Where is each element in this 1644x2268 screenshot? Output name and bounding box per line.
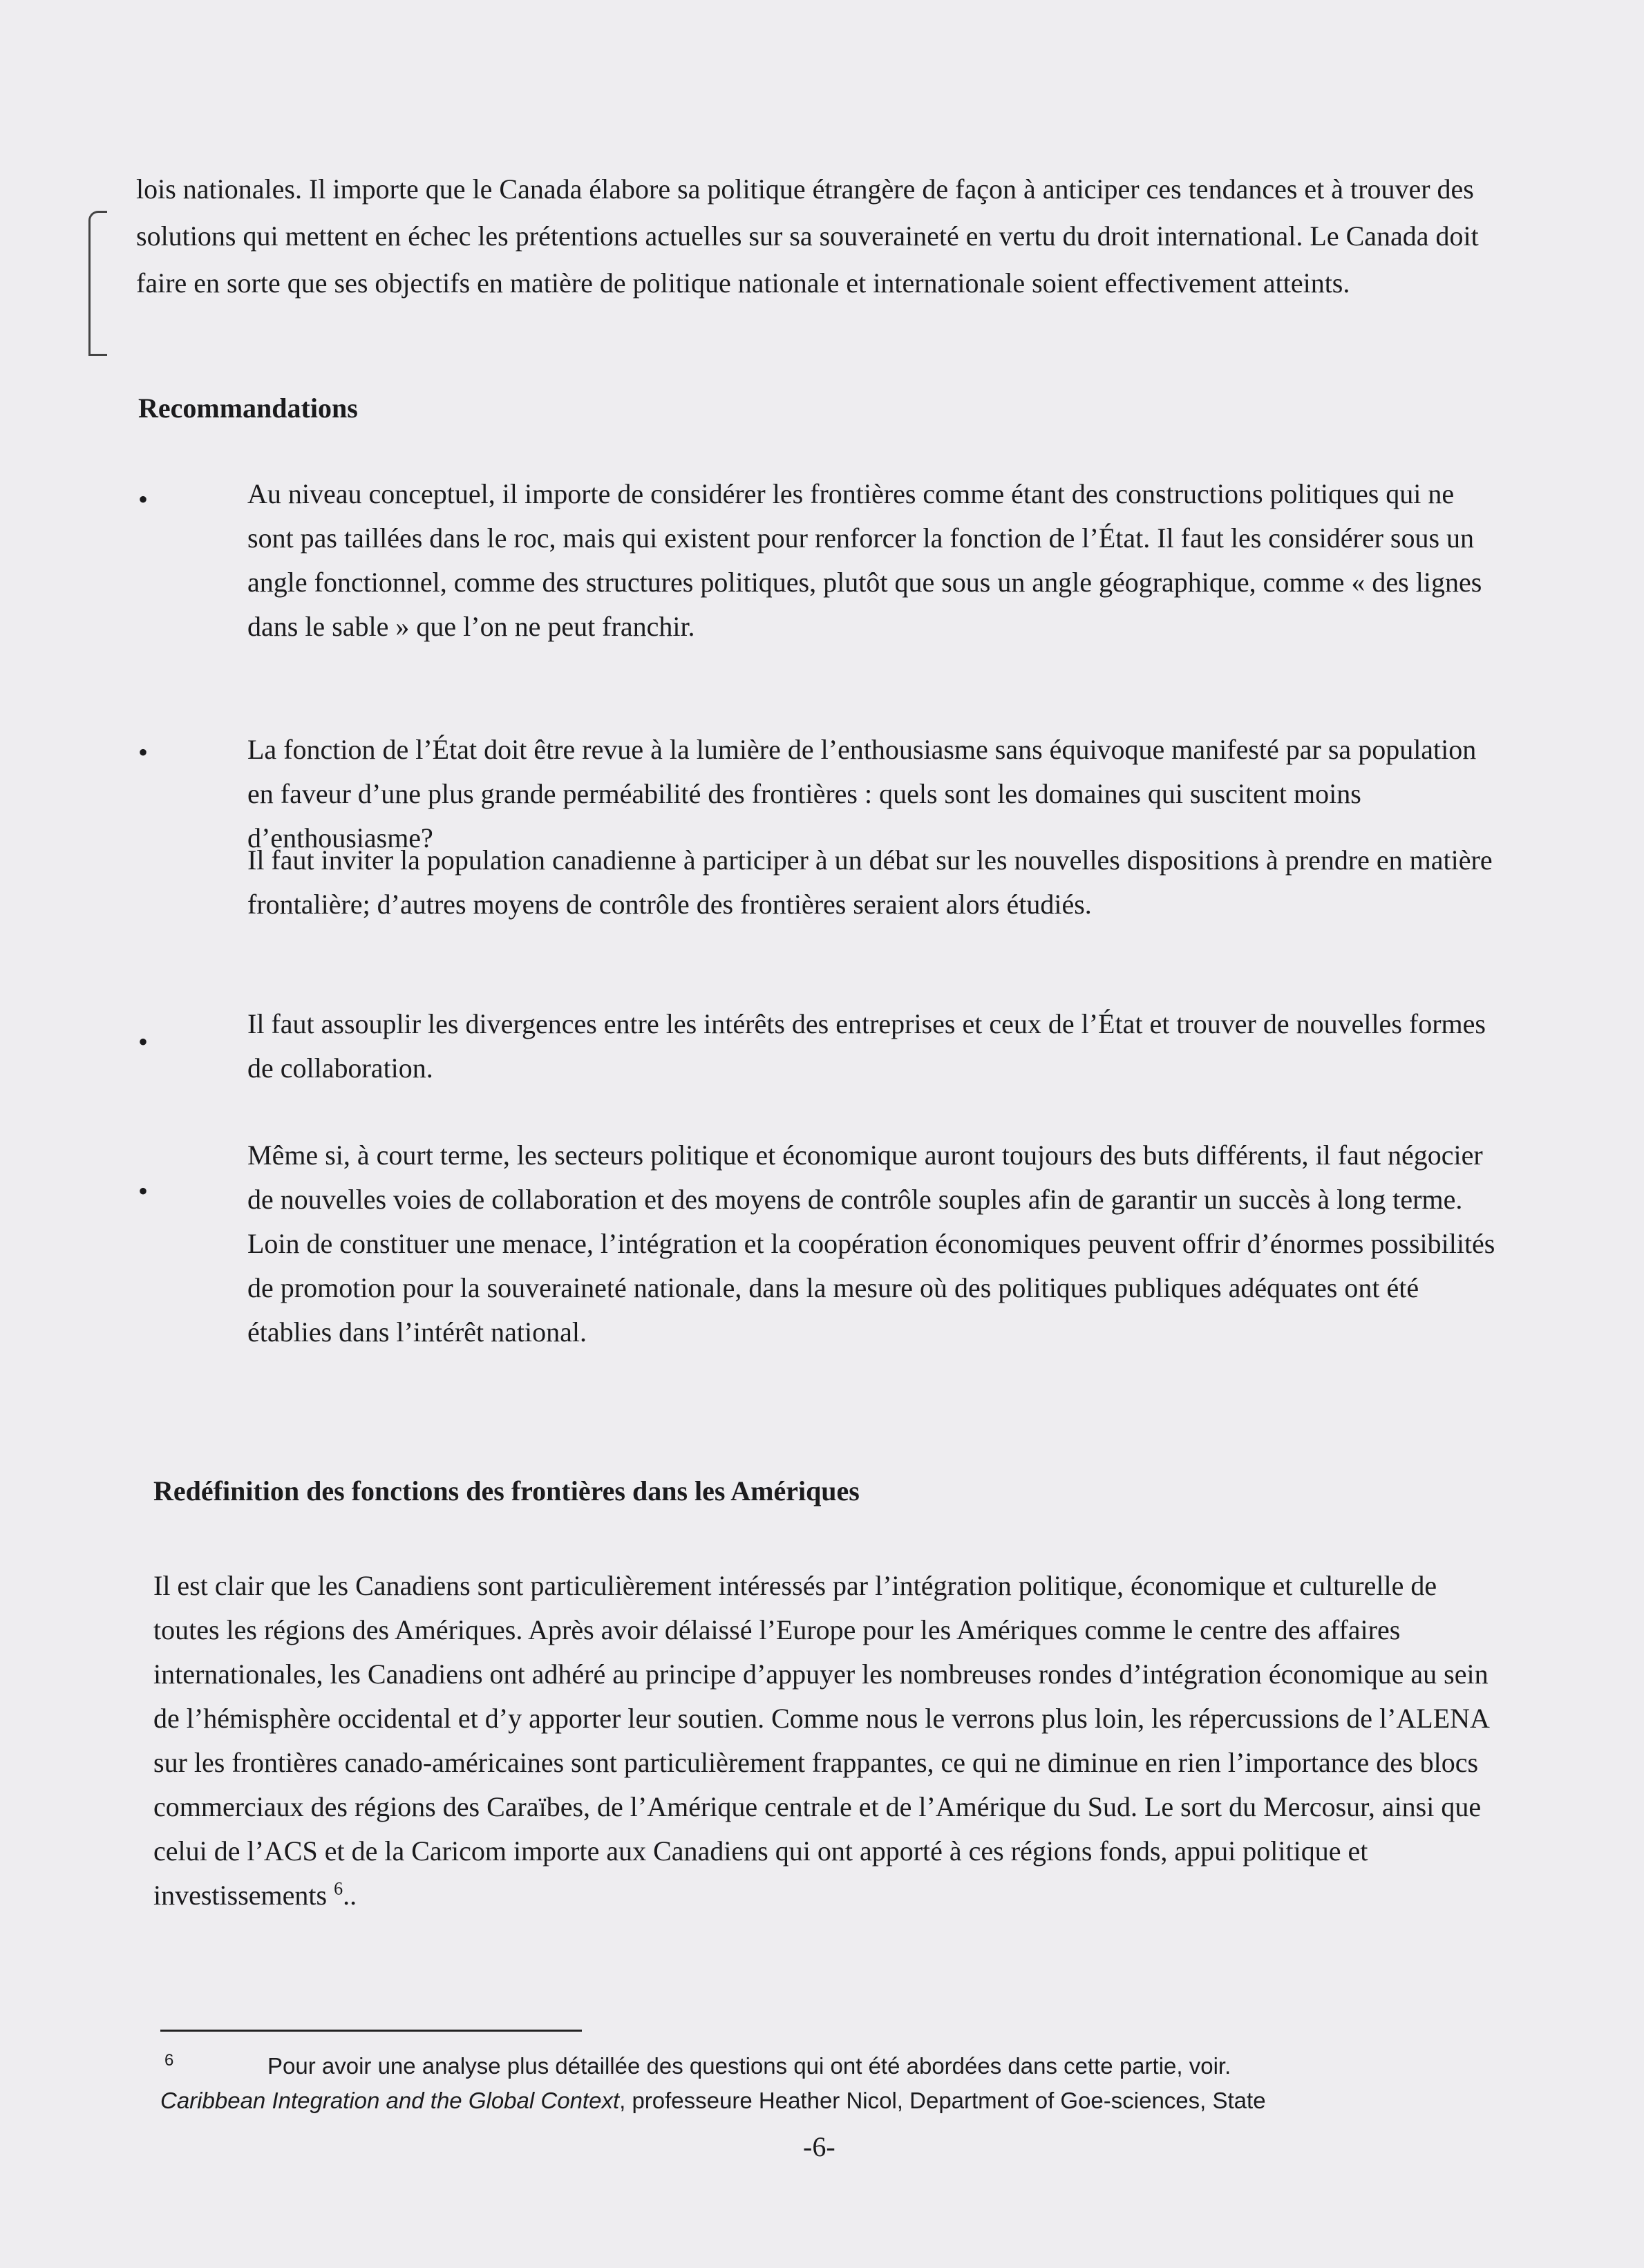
section-body xyxy=(153,1564,1508,1918)
list-item-text: Même si, à court terme, les secteurs politique et économique auront toujours des buts différents, il faut négocier de nouvelles voies de collaboration et des moyens de contrôle souples afin de garantir un succès à long terme. Loin de constituer une menace, l’intégration et la coopération économiques peuvent offrir d’énormes possibilités de promotion pour la souveraineté nationale, dans la mesure où des politiques publiques adéquates ont été établies dans l’intérêt national. xyxy=(247,1140,1495,1348)
footnote-line-1: Pour avoir une analyse plus détaillée des questions qui ont été abordées dans cette partie, voir. xyxy=(267,2053,1231,2079)
list-item-text: Il faut assouplir les divergences entre les intérêts des entreprises et ceux de l’État et trouver de nouvelles formes de collaboration. xyxy=(247,1008,1486,1084)
list-item-text: Au niveau conceptuel, il importe de considérer les frontières comme étant des constructions politiques qui ne sont pas taillées dans le roc, mais qui existent pour renforcer la fonction de l’État. Il faut les considérer sous un angle fonctionnel, comme des structures politiques, plutôt que sous un angle géographique, comme « des lignes dans le sable » que l’on ne peut franchir. xyxy=(247,478,1482,642)
footnote-cited-title: Caribbean Integration and the Global Context xyxy=(160,2088,620,2113)
bullet-glyph: • xyxy=(138,737,149,768)
page-number: -6- xyxy=(803,2131,835,2162)
footnote xyxy=(160,2049,1473,2118)
footnote-line-2-rest: , professeure Heather Nicol, Department of Goe-sciences, State xyxy=(619,2088,1266,2113)
list-item-text: La fonction de l’État doit être revue à la lumière de l’enthousiasme sans équivoque manifesté par sa population en faveur d’une plus grande perméabilité des frontières : quels sont les domaines qui suscitent moins d’enthousiasme? xyxy=(247,734,1477,853)
section-heading: Redéfinition des fonctions des frontières dans les Amériques xyxy=(153,1475,860,1506)
recommendations-heading: Recommandations xyxy=(138,393,358,424)
footnote-line-2 xyxy=(160,2083,1473,2118)
margin-bracket-mark xyxy=(88,211,107,356)
section-body-text: Il est clair que les Canadiens sont particulièrement intéressés par l’intégration politique, économique et culturelle de toutes les régions des Amériques. Après avoir délaissé l’Europe pour les Amériques comme le centre des affaires internationales, les Canadiens ont adhéré au principe d’appuyer les nombreuses rondes d’intégration économique au sein de l’hémisphère occidental et d’y apporter leur soutien. Comme nous le verrons plus loin, les répercussions de l’ALENA sur les frontières canado-américaines sont particulièrement frappantes, ce qui ne diminue en rien l’importance des blocs commerciaux des régions des Caraïbes, de l’Amérique centrale et de l’Amérique du Sud. Le sort du Mercosur, ainsi que celui de l’ACS et de la Caricom importe aux Canadiens qui ont apporté à ces régions fonds, appui politique et investissements xyxy=(153,1570,1489,1911)
intro-text: lois nationales. Il importe que le Canada élabore sa politique étrangère de façon à anticiper ces tendances et à trouver des solutions qui mettent en échec les prétentions actuelles sur sa souveraineté en vertu du droit international. Le Canada doit faire en sorte que ses objectifs en matière de politique nationale et internationale soient effectivement atteints. xyxy=(136,173,1479,299)
section-body-end: .. xyxy=(343,1880,357,1911)
list-item-text: Il faut inviter la population canadienne à participer à un débat sur les nouvelles dispositions à prendre en matière frontalière; d’autres moyens de contrôle des frontières seraient alors étudiés. xyxy=(247,844,1493,920)
footnote-reference: 6 xyxy=(334,1878,343,1899)
bullet-glyph: • xyxy=(138,484,149,515)
footnote-divider xyxy=(160,2030,582,2032)
intro-paragraph xyxy=(136,166,1491,307)
footnote-number: 6 xyxy=(164,2051,174,2070)
bullet-glyph: • xyxy=(138,1026,149,1057)
bullet-glyph: • xyxy=(138,1175,149,1207)
